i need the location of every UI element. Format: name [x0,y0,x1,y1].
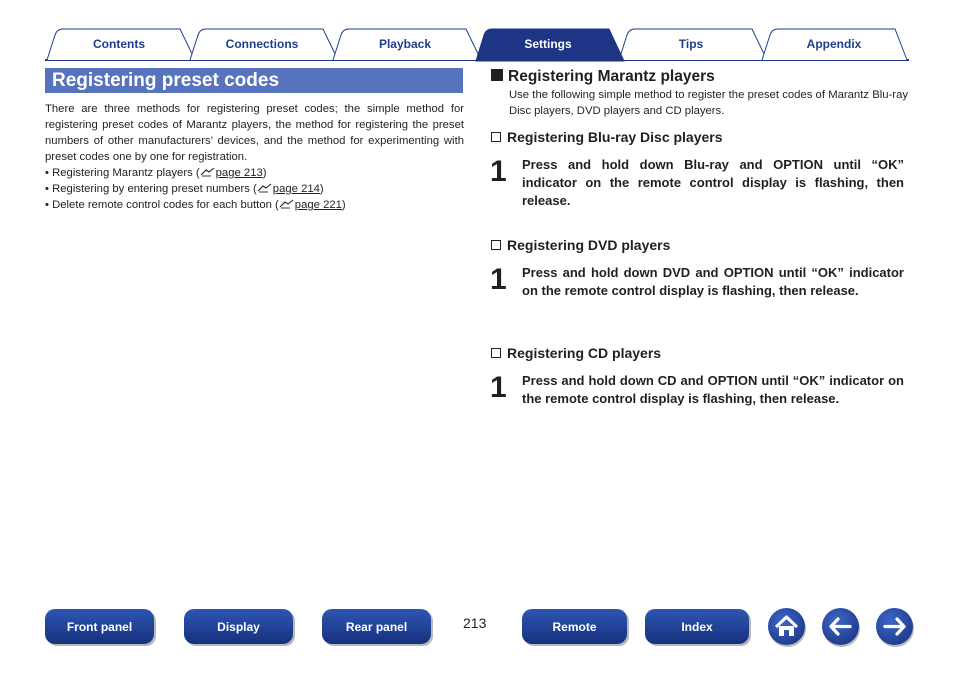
tab-connections[interactable]: Connections [225,37,299,51]
subheading-text: Registering CD players [507,345,662,361]
forward-button[interactable] [876,608,913,645]
intro-paragraph: There are three methods for registering preset codes; the simple method for registering preset codes of Marantz players, the method for registering the preset numbers of other manufacturers’ devices, and the method for experimenting with preset codes one by one for registration. [45,103,464,163]
list-item [45,181,464,197]
subheading-bluray [491,129,723,145]
back-button[interactable] [822,608,859,645]
home-button[interactable] [768,608,805,645]
step-number: 1 [490,371,507,404]
tab-settings[interactable]: Settings [524,37,572,51]
subheading-cd [491,345,661,361]
list-item [45,197,464,213]
subheading-text: Registering DVD players [507,237,671,253]
arrow-left-icon [822,608,859,645]
display-button[interactable]: Display [184,609,293,644]
step-text-cd: Press and hold down CD and OPTION until “OK” indicator on the remote control display is flashing, then release. [522,373,904,406]
list-item [45,165,464,181]
tab-contents[interactable]: Contents [93,37,145,51]
section-heading [491,68,715,86]
section-heading-text: Registering Marantz players [508,68,715,85]
list-item-text: • Registering Marantz players ( [45,167,200,179]
list-item-text: • Registering by entering preset numbers ( [45,183,257,195]
page-reference-icon [257,182,273,192]
page-title: Registering preset codes [45,68,463,93]
checkbox-bullet-icon [491,348,501,358]
step-text-bluray: Press and hold down Blu-ray and OPTION until “OK” indicator on the remote control display is flashing, then release. [522,157,904,208]
front-panel-button[interactable]: Front panel [45,609,154,644]
top-tab-bar [45,27,909,63]
index-button[interactable]: Index [645,609,749,644]
page-link-214[interactable]: page 214 [272,183,320,195]
tab-playback[interactable]: Playback [378,37,432,51]
subheading-dvd [491,237,670,253]
page-link-213[interactable]: page 213 [215,167,263,179]
page-reference-icon [279,198,295,208]
arrow-right-icon [876,608,913,645]
list-item-close: ) [319,183,324,195]
section-intro: Use the following simple method to register the preset codes of Marantz Blu-ray Disc players, DVD players and CD players. [509,89,908,117]
step-number: 1 [490,263,507,296]
list-item-text: • Delete remote control codes for each button ( [45,199,279,211]
tab-tips[interactable]: Tips [678,37,704,51]
checkbox-bullet-icon [491,132,501,142]
step-text-dvd: Press and hold down DVD and OPTION until “OK” indicator on the remote control display is flashing, then release. [522,265,904,298]
page-link-221[interactable]: page 221 [294,199,342,211]
subheading-text: Registering Blu-ray Disc players [507,129,723,145]
step-number: 1 [490,155,507,188]
home-icon [768,608,805,645]
list-item-close: ) [262,167,267,179]
checkbox-bullet-icon [491,240,501,250]
method-list [45,165,464,213]
remote-button[interactable]: Remote [522,609,627,644]
list-item-close: ) [341,199,346,211]
square-bullet-icon [491,69,503,81]
tab-appendix[interactable]: Appendix [806,37,862,51]
page-number: 213 [463,615,487,631]
rear-panel-button[interactable]: Rear panel [322,609,431,644]
page-reference-icon [200,166,216,176]
